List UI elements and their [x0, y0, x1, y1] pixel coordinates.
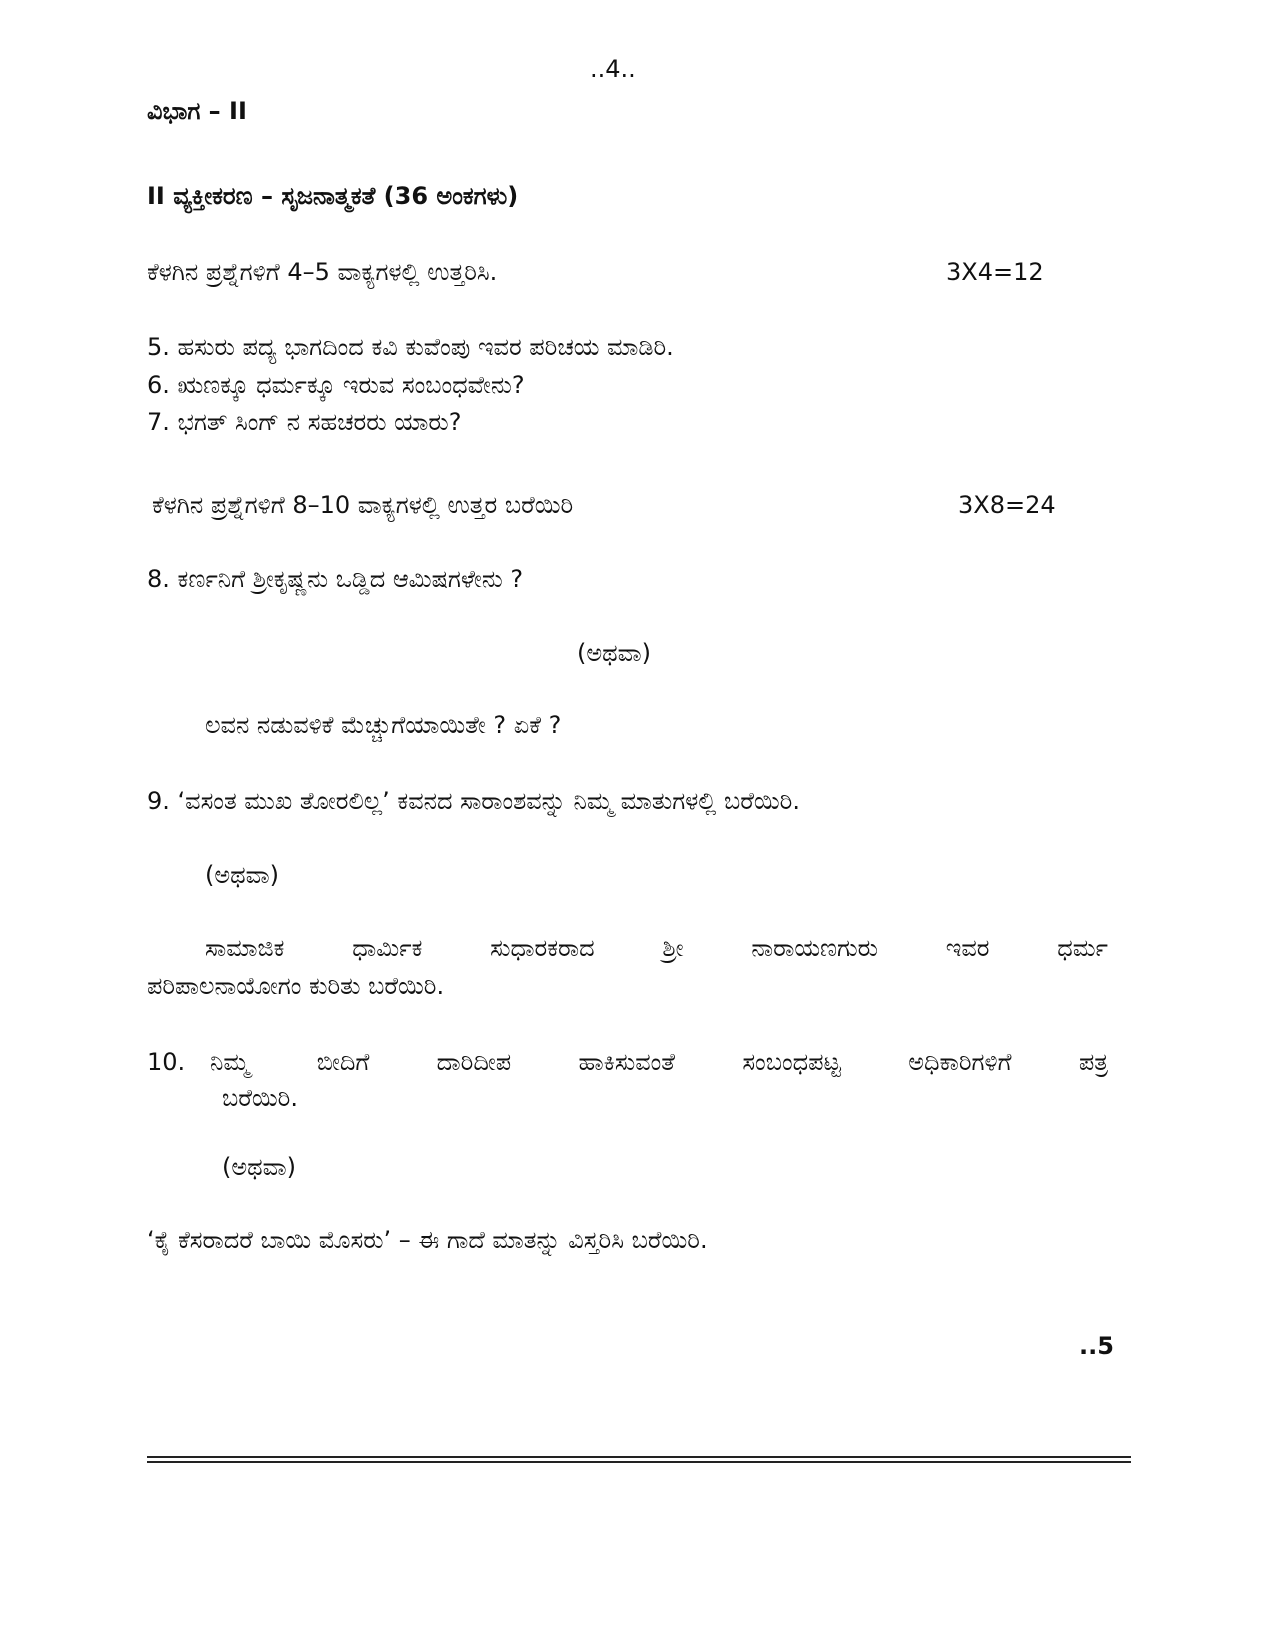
footer-rule-bottom	[147, 1461, 1131, 1463]
question-10-alternative: ‘ಕೈ ಕೆಸರಾದರೆ ಬಾಯಿ ಮೊಸರು’ – ಈ ಗಾದೆ ಮಾತನ್ನು ವಿಸ್ತರಿಸಿ ಬರೆಯಿರಿ.	[147, 1226, 708, 1254]
question-9-alternative-line2: ಪರಿಪಾಲನಾಯೋಗಂ ಕುರಿತು ಬರೆಯಿರಿ.	[147, 972, 445, 1000]
page-number-marker: ..4..	[590, 55, 636, 83]
question-10-number: 10.	[147, 1048, 186, 1076]
section-label: ವಿಭಾಗ – II	[147, 97, 247, 125]
section-title: II ವ್ಯಕ್ತೀಕರಣ – ಸೃಜನಾತ್ಮಕತೆ (36 ಅಂಕಗಳು)	[147, 182, 519, 210]
or-label-q8: (ಅಥವಾ)	[577, 639, 651, 667]
or-label-q9: (ಅಥವಾ)	[205, 861, 279, 889]
question-9: 9. ‘ವಸಂತ ಮುಖ ತೋರಲಿಲ್ಲ’ ಕವನದ ಸಾರಾಂಶವನ್ನು ನಿಮ್ಮ ಮಾತುಗಳಲ್ಲಿ ಬರೆಯಿರಿ.	[147, 787, 800, 815]
question-9-alternative-line1: ಸಾಮಾಜಿಕ ಧಾರ್ಮಿಕ ಸುಧಾರಕರಾದ ಶ್ರೀ ನಾರಾಯಣಗುರು ಇವರ ಧರ್ಮ	[205, 934, 1108, 962]
question-8-alternative: ಲವನ ನಡುವಳಿಕೆ ಮೆಚ್ಚುಗೆಯಾಯಿತೇ ? ಏಕೆ ?	[205, 711, 562, 739]
part-a-marks: 3X4=12	[946, 258, 1044, 286]
next-page-marker: ..5	[1079, 1332, 1114, 1360]
footer-rule-top	[147, 1456, 1131, 1458]
question-10-line2: ಬರೆಯಿರಿ.	[222, 1084, 298, 1112]
part-a-instruction: ಕೆಳಗಿನ ಪ್ರಶ್ನೆಗಳಿಗೆ 4–5 ವಾಕ್ಯಗಳಲ್ಲಿ ಉತ್ತರಿಸಿ.	[147, 258, 498, 286]
part-b-marks: 3X8=24	[958, 491, 1056, 519]
question-5: 5. ಹಸುರು ಪದ್ಯ ಭಾಗದಿಂದ ಕವಿ ಕುವೆಂಪು ಇವರ ಪರಿಚಯ ಮಾಡಿರಿ.	[147, 333, 674, 361]
question-6: 6. ಋಣಕ್ಕೂ ಧರ್ಮಕ್ಕೂ ಇರುವ ಸಂಬಂಧವೇನು?	[147, 371, 525, 399]
part-b-instruction: ಕೆಳಗಿನ ಪ್ರಶ್ನೆಗಳಿಗೆ 8–10 ವಾಕ್ಯಗಳಲ್ಲಿ ಉತ್ತರ ಬರೆಯಿರಿ	[152, 491, 574, 519]
question-7: 7. ಭಗತ್ ಸಿಂಗ್ ನ ಸಹಚರರು ಯಾರು?	[147, 408, 462, 436]
question-8: 8. ಕರ್ಣನಿಗೆ ಶ್ರೀಕೃಷ್ಣನು ಒಡ್ಡಿದ ಆಮಿಷಗಳೇನು ?	[147, 565, 524, 593]
question-10-line1: ನಿಮ್ಮ ಬೀದಿಗೆ ದಾರಿದೀಪ ಹಾಕಿಸುವಂತೆ ಸಂಬಂಧಪಟ್ಟ ಅಧಿಕಾರಿಗಳಿಗೆ ಪತ್ರ	[210, 1048, 1108, 1076]
or-label-q10: (ಅಥವಾ)	[222, 1153, 296, 1181]
